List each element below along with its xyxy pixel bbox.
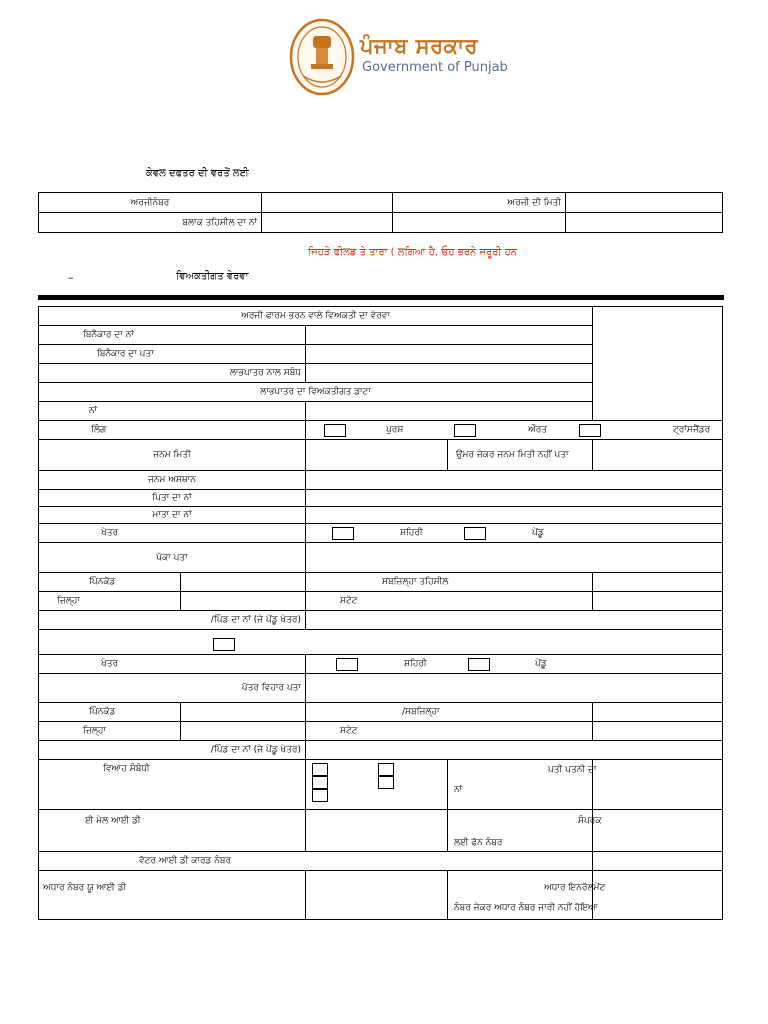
- contact-label-cell: [448, 810, 602, 852]
- father-name-field[interactable]: [306, 490, 723, 507]
- marital-options: [306, 760, 448, 810]
- mother-name-field[interactable]: [306, 507, 723, 524]
- office-use-title: ਕੇਵਲ ਦਫਤਰ ਦੀ ਵਰਤੋਂ ਲਈ: [146, 168, 249, 179]
- voter-id-label: ਵੋਟਰ ਆਈ ਡੀ ਕਾਰਡ ਨੰਬਰ: [39, 852, 593, 871]
- aadhaar-enrol-field[interactable]: [593, 871, 723, 920]
- application-date-label: ਅਰਜੀ ਦੀ ਮਿਤੀ: [393, 193, 566, 213]
- subdistrict-tehsil-label: ਸਬਜ਼ਿਲ੍ਹਾ ਤਹਿਸੀਲ: [306, 573, 593, 592]
- same-address-row: [39, 630, 723, 655]
- marital-checkbox-4[interactable]: [378, 776, 394, 789]
- applicant-address-field[interactable]: [306, 345, 593, 364]
- email-field[interactable]: [306, 810, 448, 852]
- permanent-address-label: ਪੱਕਾ ਪਤਾ: [39, 543, 306, 573]
- district-label-2: ਜ਼ਿਲ੍ਹਾ: [39, 722, 181, 741]
- marital-checkbox-1[interactable]: [312, 763, 328, 776]
- pincode-label: ਪਿੰਨਕੋਡ: [39, 573, 181, 592]
- phone-field[interactable]: [593, 810, 723, 852]
- rural-label-2: ਪੇਂਡੂ: [535, 659, 547, 669]
- state-label: ਸਟੇਟ: [306, 592, 593, 611]
- male-label: ਪੁਰਸ਼: [386, 425, 404, 435]
- aadhaar-enrol-label: ਅਧਾਰ ਇਨਰੋਲਮੇਂਟ: [544, 883, 606, 893]
- spouse-name-field[interactable]: [593, 760, 723, 810]
- area-label: ਖੇਤਰ: [39, 524, 306, 543]
- section-dash: –: [68, 271, 74, 284]
- dob-field[interactable]: [306, 440, 448, 471]
- correspondence-address-label: ਪੱਤਰ ਵਿਹਾਰ ਪਤਾ: [39, 674, 306, 703]
- village-name-label-2: /ਪਿੰਡ ਦਾ ਨਾਂ (ਜੇ ਪੇਂਡੂ ਖੇਤਰ): [39, 741, 306, 760]
- office-use-table: [38, 192, 723, 233]
- aadhaar-field[interactable]: [306, 871, 448, 920]
- birth-place-field[interactable]: [306, 471, 723, 490]
- age-field[interactable]: [593, 440, 723, 471]
- state-field[interactable]: [593, 592, 723, 611]
- same-address-checkbox[interactable]: [213, 638, 235, 651]
- relation-label: ਲਾਭਪਾਤਰ ਨਾਲ ਸਬੰਧ: [39, 364, 306, 383]
- village-name-field-2[interactable]: [306, 741, 723, 760]
- urban-checkbox-2[interactable]: [336, 658, 358, 671]
- applicant-name-field[interactable]: [306, 326, 593, 345]
- personal-details-form: [38, 306, 723, 920]
- pincode-label-2: ਪਿੰਨਕੋਡ: [39, 703, 181, 722]
- district-label: ਜ਼ਿਲ੍ਹਾ: [39, 592, 181, 611]
- photo-box: [593, 307, 723, 421]
- spouse-label-cell: [448, 760, 597, 810]
- marital-label: ਵਿਆਹ ਸੰਬੰਧੀ: [103, 764, 150, 774]
- urban-checkbox[interactable]: [332, 527, 354, 540]
- section-divider: [38, 295, 724, 300]
- dob-label: ਜਨਮ ਮਿਤੀ: [39, 440, 306, 471]
- email-label: ਈ ਮੇਲ ਆਈ ਡੀ: [85, 816, 141, 826]
- brand-punjabi: ਪੰਜਾਬ ਸਰਕਾਰ: [360, 34, 479, 58]
- aadhaar-enrol-label-cell: [448, 871, 606, 920]
- district-field[interactable]: [181, 592, 306, 611]
- state-field-2[interactable]: [593, 722, 723, 741]
- applicant-section-header: ਅਰਜੀ ਫਾਰਮ ਭਰਨ ਵਾਲੇ ਵਿਅਕਤੀ ਦਾ ਵੇਰਵਾ: [39, 307, 593, 326]
- name-label: ਨਾਂ: [39, 402, 306, 421]
- female-label: ਔਰਤ: [528, 425, 548, 435]
- subdistrict-label-2: /ਸਬਜ਼ਿਲ੍ਹਾ: [306, 703, 593, 722]
- correspondence-address-field[interactable]: [306, 674, 723, 703]
- area-label-2: ਖੇਤਰ: [39, 655, 306, 674]
- applicant-name-label: ਬਿਨੈਕਾਰ ਦਾ ਨਾਂ: [39, 326, 306, 345]
- aadhaar-label-cell: [39, 871, 306, 920]
- village-name-label: /ਪਿੰਡ ਦਾ ਨਾਂ (ਜੇ ਪੇਂਡੂ ਖੇਤਰ): [39, 611, 306, 630]
- male-checkbox[interactable]: [324, 424, 346, 437]
- district-field-2[interactable]: [181, 722, 306, 741]
- punjab-government-seal-icon: [289, 18, 355, 96]
- block-tehsil-field[interactable]: [262, 213, 393, 233]
- office-empty-cell[interactable]: [566, 213, 723, 233]
- aadhaar-label: ਅਧਾਰ ਨੰਬਰ ਯੂ ਆਈ ਡੀ: [43, 883, 127, 893]
- office-empty-cell[interactable]: [393, 213, 566, 233]
- marital-checkbox-2[interactable]: [378, 763, 394, 776]
- marital-label-cell: [39, 760, 306, 810]
- father-name-label: ਪਿਤਾ ਦਾ ਨਾਂ: [39, 490, 306, 507]
- email-label-cell: [39, 810, 306, 852]
- village-name-field[interactable]: [306, 611, 723, 630]
- subdistrict-tehsil-field[interactable]: [593, 573, 723, 592]
- gender-label: ਲਿੰਗ: [39, 421, 306, 440]
- application-date-field[interactable]: [566, 193, 723, 213]
- relation-field[interactable]: [306, 364, 593, 383]
- age-label: ਉਮਰ ਜੇਕਰ ਜਨਮ ਮਿਤੀ ਨਹੀਂ ਪਤਾ: [448, 440, 593, 471]
- marital-checkbox-5[interactable]: [312, 789, 328, 802]
- spouse-name-label: ਨਾਂ: [454, 785, 463, 795]
- contact-label: ਸੰਪਰਕ: [578, 816, 602, 826]
- female-checkbox[interactable]: [454, 424, 476, 437]
- voter-id-field[interactable]: [593, 852, 723, 871]
- applicant-address-label: ਬਿਨੈਕਾਰ ਦਾ ਪਤਾ: [39, 345, 306, 364]
- name-field[interactable]: [306, 402, 593, 421]
- transgender-checkbox[interactable]: [579, 424, 601, 437]
- aadhaar-note-label: ਨੰਬਰ ਜੇਕਰ ਅਧਾਰ ਨੰਬਰ ਜਾਰੀ ਨਹੀਂ ਹੋਇਆ: [454, 903, 598, 913]
- state-label-2: ਸਟੇਟ: [306, 722, 593, 741]
- pincode-field[interactable]: [181, 573, 306, 592]
- section-title: ਵਿਅਕਤੀਗਤ ਵੇਰਵਾ: [176, 271, 249, 282]
- urban-label-2: ਸ਼ਹਿਰੀ: [404, 659, 427, 669]
- area-options: [306, 524, 723, 543]
- rural-label: ਪੇਂਡੂ: [532, 528, 544, 538]
- transgender-label: ਟ੍ਰਾਂਸਜੈਂਡਰ: [673, 425, 711, 435]
- rural-checkbox[interactable]: [464, 527, 486, 540]
- mother-name-label: ਮਾਤਾ ਦਾ ਨਾਂ: [39, 507, 306, 524]
- subdistrict-field-2[interactable]: [593, 703, 723, 722]
- permanent-address-field[interactable]: [306, 543, 723, 573]
- block-tehsil-label: ਬਲਾਕ ਤਹਿਸੀਲ ਦਾ ਨਾਂ: [39, 213, 262, 233]
- phone-label: ਲਈ ਫੋਨ ਨੰਬਰ: [454, 838, 503, 848]
- brand-english: Government of Punjab: [362, 60, 508, 75]
- beneficiary-section-header: ਲਾਭਪਾਤਰ ਦਾ ਵਿਅਕਤੀਗਤ ਡਾਟਾ: [39, 383, 593, 402]
- urban-label: ਸ਼ਹਿਰੀ: [400, 528, 423, 538]
- area-options-2: [306, 655, 723, 674]
- rural-checkbox-2[interactable]: [468, 658, 490, 671]
- marital-checkbox-3[interactable]: [312, 776, 328, 789]
- birth-place-label: ਜਨਮ ਅਸਥਾਨ: [39, 471, 306, 490]
- application-number-label: ਅਰਜੀਨੰਬਰ: [39, 193, 262, 213]
- spouse-label: ਪਤੀ ਪਤਨੀ ਦਾ: [548, 765, 597, 775]
- application-number-field[interactable]: [262, 193, 393, 213]
- required-fields-note: ਜਿਹੜੇ ਫੀਲਡ ਤੇ ਤਾਰਾ ( ਲਗਿਆ ਹੈ, ਓਹ ਭਰਨੇ ਜਰੂਰੀ ਹਨ: [308, 247, 517, 258]
- gender-options: [306, 421, 723, 440]
- pincode-field-2[interactable]: [181, 703, 306, 722]
